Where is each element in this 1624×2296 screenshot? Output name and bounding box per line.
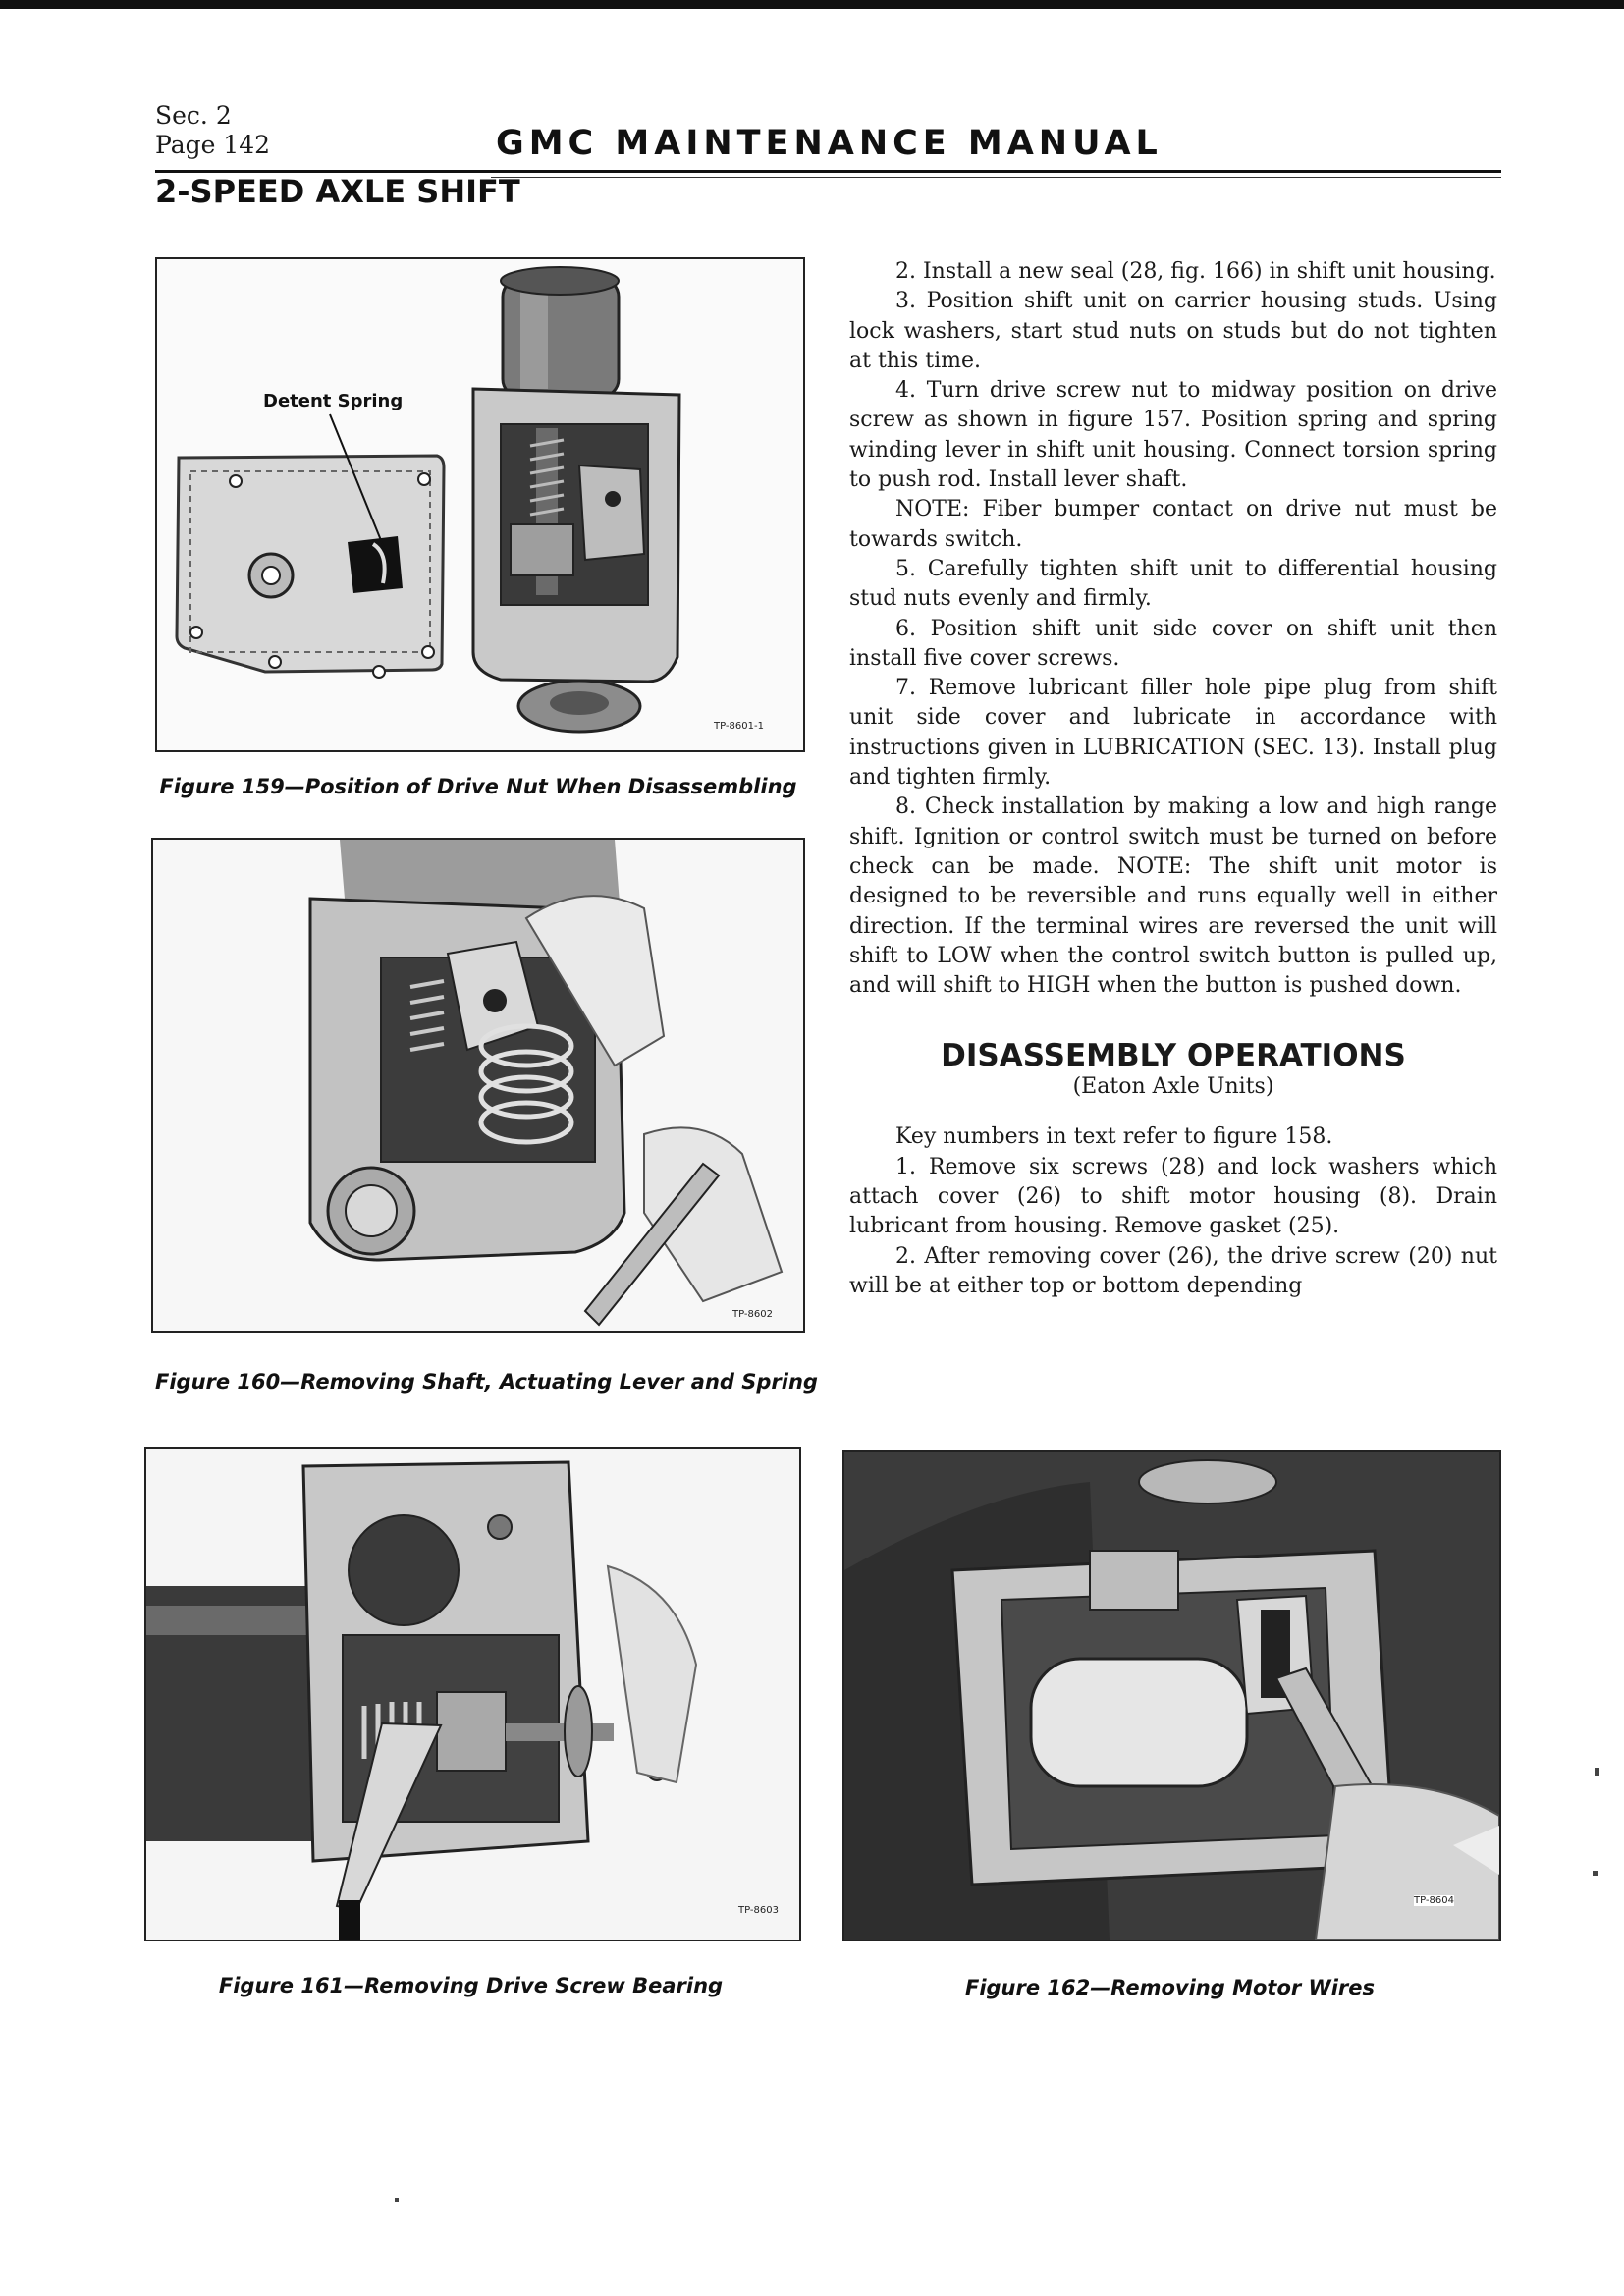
figure-160-tag: TP-8602 [732,1309,773,1320]
disassembly-step-2: 2. After removing cover (26), the drive screw (20) nut will be at either top or bottom depending [849,1243,1497,1298]
install-step-2: 2. Install a new seal (28, fig. 166) in shift unit housing. [895,259,1496,284]
detent-spring-callout: Detent Spring [263,391,404,411]
key-numbers-note: Key numbers in text refer to figure 158. [895,1124,1333,1150]
section-heading: DISASSEMBLY OPERATIONS [941,1038,1406,1074]
install-step-5: 5. Carefully tighten shift unit to differential housing stud nuts evenly and firmly. [849,556,1497,612]
figure-160-photo [151,838,805,1333]
install-step-3: 3. Position shift unit on carrier housing studs. Using lock washers, start stud nuts on studs but do not tighten at this time. [849,289,1497,373]
scan-speck [1593,1871,1598,1876]
figure-162-tag: TP-8604 [1414,1895,1454,1906]
header-rule-thin [491,177,1501,178]
section-page-label [155,101,270,160]
top-border [0,0,1624,9]
install-step-4: 4. Turn drive screw nut to midway position on drive screw as shown in figure 157. Position spring and spring winding lever in shift unit housing. Connect torsion spring to push rod. Install lever shaft. [849,378,1497,493]
figure-162-caption: Figure 162—Removing Motor Wires [964,1976,1376,1999]
figure-162-photo [842,1450,1501,1941]
callout-leader-line [295,412,403,570]
install-step-8: 8. Check installation by making a low and high range shift. Ignition or control switch must be turned on before check can be made. NOTE: The shift unit motor is designed to be reversible and runs equally well in either direction. If the terminal wires are reversed the unit will shift to LOW when the control switch button is pulled up, and will shift to HIGH when the button is pushed down. [849,794,1497,999]
scan-speck [1595,1768,1599,1776]
chapter-title: 2-SPEED AXLE SHIFT [155,173,520,210]
manual-title: GMC MAINTENANCE MANUAL [496,124,1163,163]
figure-159-caption: Figure 159—Position of Drive Nut When Disassembling [159,775,797,798]
figure-161-caption: Figure 161—Removing Drive Screw Bearing [218,1974,724,1997]
figure-159-tag: TP-8601-1 [714,721,764,732]
figure-160-caption: Figure 160—Removing Shaft, Actuating Lever and Spring [155,1370,818,1394]
install-note: NOTE: Fiber bumper contact on drive nut must be towards switch. [849,497,1497,552]
section-number: Sec. 2 [155,101,232,130]
disassembly-step-1: 1. Remove six screws (28) and lock washers which attach cover (26) to shift motor housing (8). Drain lubricant from housing. Remove gasket (25). [849,1154,1497,1239]
figure-161-photo [144,1447,801,1941]
section-subheading: (Eaton Axle Units) [1072,1074,1274,1100]
figure-159-photo [155,257,805,752]
page-number: Page 142 [155,131,271,159]
install-step-6: 6. Position shift unit side cover on shift unit then install five cover screws. [849,616,1497,671]
scan-speck [395,2198,399,2202]
install-step-7: 7. Remove lubricant filler hole pipe plug from shift unit side cover and lubricate in accordance with instructions given in LUBRICATION (SEC. 13). Install plug and tighten firmly. [849,676,1497,791]
body-text-column [849,257,1497,1301]
figure-161-tag: TP-8603 [738,1905,779,1916]
